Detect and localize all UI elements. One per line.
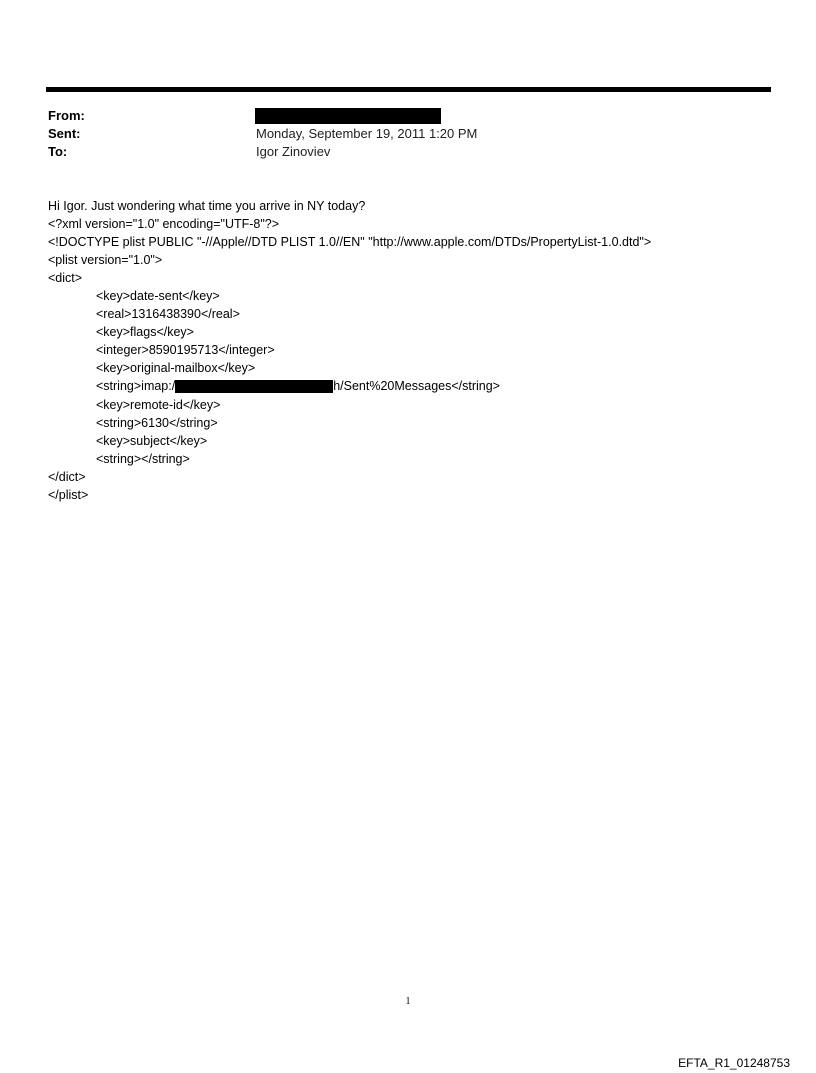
key-subject-line: <key>subject</key>: [96, 433, 208, 448]
key-date-sent-line: <key>date-sent</key>: [96, 289, 220, 304]
string-subject-line: <string></string>: [96, 451, 190, 466]
sent-value: Monday, September 19, 2011 1:20 PM: [256, 126, 478, 141]
imap-prefix: <string>imap:/: [96, 379, 176, 394]
real-value-line: <real>1316438390</real>: [96, 307, 240, 322]
string-remote-id-line: <string>6130</string>: [96, 415, 218, 430]
key-remote-id-line: <key>remote-id</key>: [96, 397, 221, 412]
imap-redaction-block: [175, 380, 333, 393]
string-imap-line: [48, 377, 788, 395]
email-body: [48, 197, 788, 504]
integer-value-line: <integer>8590195713</integer>: [96, 343, 275, 358]
greeting-line: Hi Igor. Just wondering what time you arrive in NY today?: [48, 199, 366, 213]
from-redaction-block: [255, 108, 441, 124]
key-original-mailbox-line: <key>original-mailbox</key>: [96, 361, 256, 376]
sent-label: Sent:: [48, 126, 81, 141]
header-divider-rule: [46, 87, 771, 92]
doctype-line: <!DOCTYPE plist PUBLIC "-//Apple//DTD PLIST 1.0//EN" "http://www.apple.com/DTDs/PropertyList-1.0.dtd">: [48, 235, 652, 250]
from-row: [48, 107, 748, 125]
key-flags-line: <key>flags</key>: [96, 325, 194, 340]
plist-open-line: <plist version="1.0">: [48, 253, 163, 268]
xml-declaration-line: <?xml version="1.0" encoding="UTF-8"?>: [48, 217, 280, 232]
to-row: [48, 143, 748, 161]
to-value: Igor Zinoviev: [256, 144, 331, 159]
plist-close-line: </plist>: [48, 487, 89, 502]
from-label: From:: [48, 108, 85, 123]
dict-close-line: </dict>: [48, 469, 86, 484]
document-id: EFTA_R1_01248753: [678, 1056, 790, 1070]
imap-suffix: h/Sent%20Messages</string>: [333, 379, 500, 394]
sent-row: [48, 125, 748, 143]
dict-open-line: <dict>: [48, 271, 83, 286]
email-header: [48, 107, 748, 161]
page-number: 1: [405, 996, 411, 1007]
to-label: To:: [48, 144, 68, 159]
